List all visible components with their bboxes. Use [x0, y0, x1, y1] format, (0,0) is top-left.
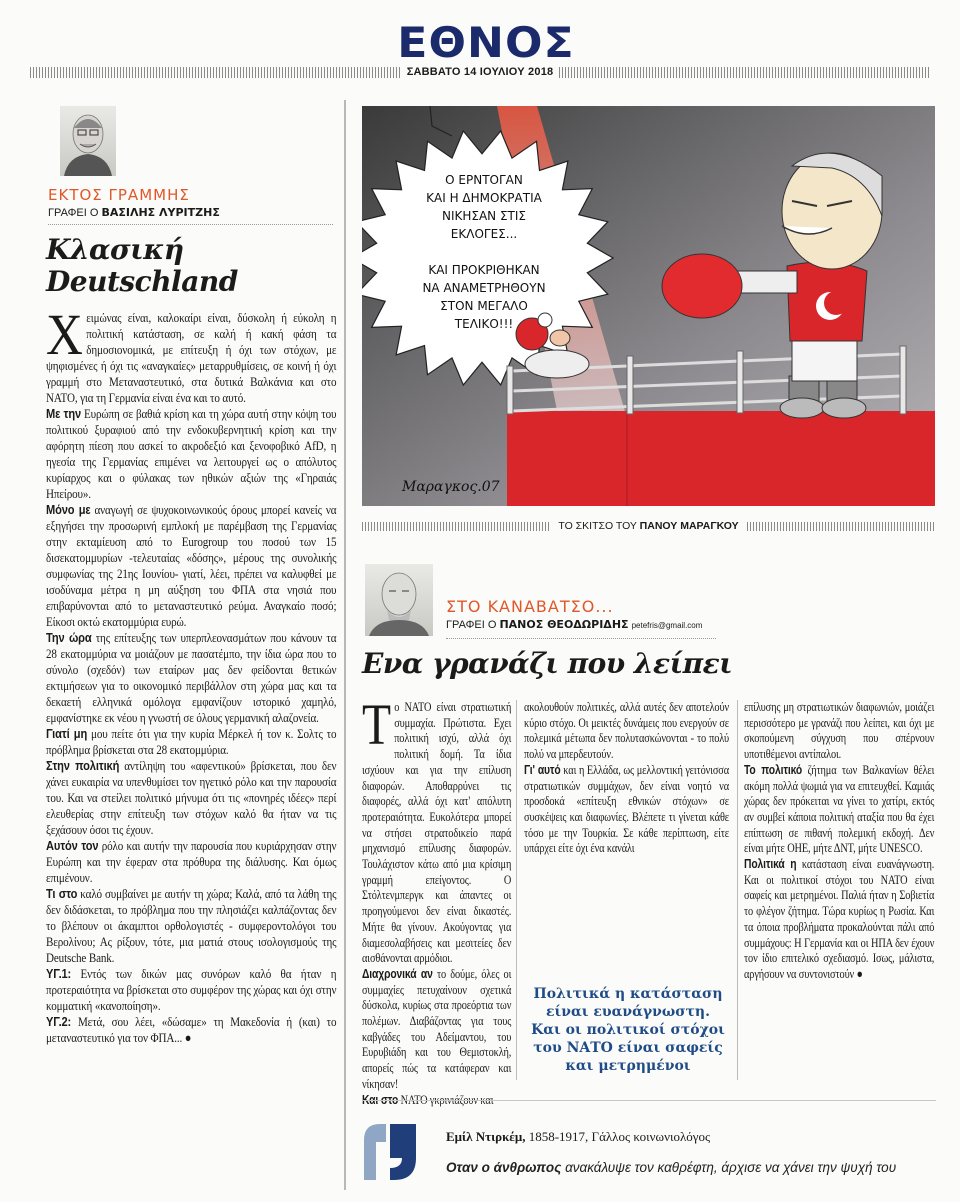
newspaper-logo: ΕΘΝΟΣ	[397, 18, 575, 67]
quote-body: ανακάλυψε τον καθρέφτη, άρχισε να χάνει την ψυχή του	[561, 1160, 897, 1175]
paragraph	[46, 1014, 336, 1046]
author-email[interactable]: petefris@gmail.com	[631, 621, 703, 630]
paragraph	[46, 886, 336, 966]
author-portrait-icon	[365, 564, 433, 636]
bubble-text-line: ΝΑ ΑΝΑΜΕΤΡΗΘΟΥΝ	[422, 281, 546, 295]
bubble-text-line: Ο ΕΡΝΤΟΓΑΝ	[445, 173, 523, 187]
drop-cap: Χ	[46, 302, 83, 367]
paragraph	[46, 838, 336, 886]
paragraph-lead: ΥΓ.2:	[46, 1015, 72, 1029]
barcode-rule	[30, 67, 401, 78]
author-portrait-icon	[60, 106, 116, 176]
paragraph	[524, 700, 729, 763]
barcode-rule	[559, 67, 930, 78]
article-body	[46, 302, 337, 1046]
article-title: Ενα γρανάζι που λείπει	[362, 647, 733, 680]
article-column-2	[524, 700, 729, 857]
quote-author-info: 1858-1917, Γάλλος κοινωνιολόγος	[525, 1129, 711, 1144]
quote-author	[446, 1129, 710, 1145]
barcode-rule	[362, 522, 550, 531]
paragraph-text: ρόλο και αυτήν την παρουσία που κυριάρχησαν στην Ευρώπη και την έφεραν στα πρόθυρα της διάλυσης. Και όμως επιμένουν.	[46, 839, 337, 885]
article-column-1	[362, 692, 512, 1108]
byline-prefix: ΓΡΑΦΕΙ Ο	[446, 619, 497, 631]
paragraph-lead: Με την	[46, 407, 81, 421]
quote-text	[446, 1160, 896, 1175]
paragraph	[744, 857, 934, 983]
paragraph-text: κατάσταση είναι ευανάγνωστη. Και οι πολιτικοί στόχοι του ΝΑΤΟ είναι σαφείς και μετρημένοι. Παλιά ήταν η Σοβιετία το φλέγον ζήτημα. Τώρα κυρίως η Ρωσία. Και τα όποια προβλήματα προκαλούνται πάλι από συμμάχους: Η Γερμανία και οι ΗΠΑ δεν έχουν τον ίδιο επιτελικό σχεδιασμό. Ισως, μάλιστα, αργήσουν να συντονιστούν ●	[744, 857, 935, 981]
paragraph-lead: Τι στο	[46, 887, 78, 901]
title-line: Κλασική	[46, 233, 184, 266]
ring-platform	[507, 411, 935, 506]
paragraph-lead: Και στο	[362, 1092, 399, 1107]
paragraph-text: Μετά, σου λέει, «δώσαμε» τη Μακεδονία ή (και) το μεταναστευτικό για τον ΦΠΑ... ●	[46, 1015, 337, 1045]
column-divider	[737, 700, 738, 1080]
pull-quote: Πολιτικά η κατάσταση είναι ευανάγνωστη. Και οι πολιτικοί στόχοι του ΝΑΤΟ είναι σαφείς και μετρημένοι	[531, 986, 725, 1074]
paragraph	[46, 302, 337, 405]
cartoon-illustration	[362, 106, 935, 506]
quote-author-name: Εμίλ Ντιρκέμ,	[446, 1129, 526, 1144]
paragraph-text: της επίτευξης των υπερπλεονασμάτων που κάνουν τα 28 εκατομμύρια να μοιάζουν με πασατέμπο, την ίδια ώρα που το σύνολο (σχεδόν) των εταίρων μας δεν φείδονται θετικών εκτιμήσεων για το οικονομικό περιβάλλον στη χώρα μας και τα δεκαετή ελληνικά ομόλογα εμφανίζουν ιστορικό χαμηλό, εμφανίστηκε εκ νέου η γνωστή σε όλους γερμανική αλαζονεία.	[46, 631, 337, 725]
article-title	[46, 234, 336, 298]
byline	[446, 618, 702, 631]
bubble-text-line: ΤΕΛΙΚΟ!!!	[454, 317, 514, 331]
author-photo	[365, 564, 433, 636]
paragraph-text: καλό συμβαίνει με αυτήν τη χώρα; Καλά, από τα λάθη της δεν διδάσκεται, το πρόβλημα που την πλησιάζει καλπάζοντας δεν το βλέπουν οι άκαμπτοι ορθολογιστές - συμφεροντολόγοι του Βερολίνου; Ας ρίξουν, τότε, μια ματιά στους ισολογισμούς της Deutsche Bank.	[46, 887, 337, 965]
paragraph-lead: Διαχρονικά αν	[362, 966, 433, 981]
paragraph-text: αντίληψη του «αφεντικού» βρίσκεται, που δεν χάνει ευκαιρία να υπενθυμίσει τον ηγετικό ρόλο και την παρουσία του. Και να στείλει πολιτικό μήνυμα ότι τις «πονηρές ιδέες» περί ελευθερίας στην επίτευξη των στόχων καλό θα ήταν να τις ξεχάσουν όσοι τις έχουν.	[46, 759, 337, 837]
paragraph	[524, 763, 729, 857]
column-divider	[516, 700, 517, 1080]
byline	[48, 206, 220, 219]
title-line: Deutschland	[46, 265, 238, 298]
paragraph	[46, 726, 336, 758]
barcode-rule	[747, 522, 935, 531]
author-name: ΒΑΣΙΛΗΣ ΛΥΡΙΤΖΗΣ	[101, 206, 220, 219]
dotted-rule	[48, 224, 333, 225]
column-kicker: ΕΚΤΟΣ ΓΡΑΜΜΗΣ	[48, 186, 190, 204]
column-divider	[344, 100, 346, 1190]
paragraph-lead: ΥΓ.1:	[46, 967, 72, 981]
article-column-3	[744, 700, 934, 983]
paragraph	[46, 758, 336, 838]
paragraph	[46, 406, 336, 502]
paragraph-text: Εντός των δικών μας συνόρων καλό θα ήταν η προτεραιότητα να βρίσκεται στο συμφέρον της χώρας και όχι στην κομματική «κανοποίηση».	[46, 967, 337, 1013]
author-photo	[60, 106, 116, 176]
paragraph	[362, 967, 511, 1093]
bubble-text-line: ΝΙΚΗΣΑΝ ΣΤΙΣ	[441, 209, 527, 223]
bubble-text-line: ΣΤΟΝ ΜΕΓΑΛΟ	[440, 299, 528, 313]
bubble-text-line: ΚΑΙ Η ΔΗΜΟΚΡΑΤΙΑ	[426, 191, 542, 205]
caption-prefix: ΤΟ ΣΚΙΤΣΟ ΤΟΥ	[558, 520, 637, 532]
paragraph-text: αναγωγή σε ψυχοκοινωνικούς όρους μπορεί κανείς να εξηγήσει την προσωρινή εμπλοκή με παρέμβαση της Γερμανίας στην εκταμίευση από το Eurogroup του ποσού των 15 δισεκατομμυρίων -τελευταίας «δόσης», μέρους της συνολικής συμφωνίας της 21ης Ιουνίου- γιατί, λέει, πρέπει να καλυφθεί με ισοδύναμα μέτρα η μη αύξηση του ΦΠΑ στα νησιά που επιβαρύνονται από το μεταναστευτικό ρεύμα. Αναγκαίο ποσό; Είκοσι οκτώ εκατομμύρια ευρώ.	[46, 503, 337, 629]
paragraph	[46, 966, 336, 1014]
column-kicker: ΣΤΟ ΚΑΝΑΒΑΤΣΟ...	[446, 597, 614, 616]
paragraph-text: και η Ελλάδα, ως μελλοντική γειτόνισσα στρατιωτικών συμμάχων, δεν είναι νοητό να προσδοκά «επίτευξη εθνικών στόχων» σε συσκέψεις και διαφωνίες. Βλέπετε τι γίνεται κάθε τόσο με την Τουρκία. Σε κάθε περίπτωση, είτε υπάρχει είτε όχι ένα κανάλι	[524, 762, 729, 856]
paragraph	[46, 502, 336, 630]
paragraph-lead: Το πολιτικό	[744, 762, 803, 777]
issue-date: ΣΑΒΒΑΤΟ 14 ΙΟΥΛΙΟΥ 2018	[406, 66, 554, 78]
paragraph-text: ακολουθούν πολιτικές, αλλά αυτές δεν αποτελούν κύριο στόχο. Οι μεικτές δυνάμεις που ενεργούν σε πολεμικά μέτωπα δεν πολυτασκώνονται - το πολύ πολύ να μπερδευτούν.	[524, 700, 729, 762]
paragraph-lead: Στην πολιτική	[46, 759, 120, 773]
paragraph-lead: Μόνο με	[46, 503, 91, 517]
paragraph	[744, 700, 934, 763]
quote-lead: Οταν ο άνθρωπος	[446, 1160, 562, 1175]
quote-mark-icon	[364, 1122, 416, 1182]
byline-prefix: ΓΡΑΦΕΙ Ο	[48, 207, 99, 219]
paragraph	[744, 763, 934, 857]
paragraph-lead: Πολιτικά η	[744, 857, 797, 872]
bubble-text-line: ΕΚΛΟΓΕΣ...	[450, 227, 518, 241]
paragraph-text: Ευρώπη σε βαθιά κρίση και τη χώρα αυτή στην κόψη του πολιτικού ξυραφιού από την ενδοκυβερνητική κρίση και την αφόρητη πίεση που ασκεί το ακροδεξιό και ξενοφοβικό AfD, η ηγεσία της Γερμανίας επιμένει να λειτουργεί ως ο απόλυτος κυρίαρχος και ο φύλακας των ηθικών αξιών της «Γηραιάς Ηπείρου».	[46, 407, 337, 501]
author-name: ΠΑΝΟΣ ΘΕΟΔΩΡΙΔΗΣ	[499, 618, 629, 631]
caption-author: ΠΑΝΟΥ ΜΑΡΑΓΚΟΥ	[639, 520, 739, 532]
paragraph-text: ειμώνας είναι, καλοκαίρι είναι, δύσκολη ή εύκολη η πολιτική κατάσταση, σε καλή ή κακή φάση τα δημοσιονομικά, με επίτευξη ή όχι των στόχων, με ψηφισμένες ή όχι τις «αναγκαίες» μεταρρυθμίσεις, σε κοινή ή όχι γραμμή στο Μεταναστευτικό, στα δυτικά Βαλκάνια και στο ΝΑΤΟ, για τη Γερμανία είναι ένα και το αυτό.	[46, 311, 337, 405]
date-bar	[30, 66, 930, 78]
cartoonist-signature: Μαραγκος.07	[402, 479, 500, 495]
cartoon	[362, 106, 935, 506]
paragraph	[46, 630, 336, 726]
horizontal-rule	[362, 1100, 936, 1101]
paragraph-text: το δούμε, όλες οι συμμαχίες πετυχαίνουν σχετικά δύσκολα, κυρίως στα προεόρτια των πολέμων. Διαβάζοντας για τους καβγάδες του Αδείμαντου, του Ευρυβιάδη και του Θεμιστοκλή, απορείς πώς τα κατάφεραν και νίκησαν!	[362, 966, 512, 1091]
paragraph-lead: Την ώρα	[46, 631, 92, 645]
paragraph-lead: Γι' αυτό	[524, 762, 561, 777]
paragraph-text: μου πείτε ότι για την κυρία Μέρκελ ή τον κ. Σολτς το πρόβλημα βρίσκεται στα 28 εκατομμύρια.	[46, 727, 337, 757]
paragraph-text: ΝΑΤΟ γκρινιάζουν και	[398, 1092, 494, 1107]
paragraph-lead: Αυτόν τον	[46, 839, 99, 853]
dotted-rule	[446, 638, 716, 639]
paragraph-lead: Γιατί μη	[46, 727, 88, 741]
cartoon-caption	[362, 520, 935, 532]
paragraph-text: ο ΝΑΤΟ είναι στρατιωτική συμμαχία. Πρώτιστα. Εχει πολιτική ισχύ, αλλά όχι πολιτική δομή. Τα ίδια ισχύουν και για την επίλυση διαφορών. Αποθαρρύνει τις διαφορές, αλλά όχι κατ' απόλυτη προτεραιότητα. Ευκολότερα μπορεί να στήσει στρατοδικείο παρά μηχανισμό επίλυσης διαφορών. Τουλάχιστον κάτω από μια κρίσιμη γραμμή επείγοντος. Ο Στόλτενμπεργκ και άπαντες οι προηγούμενοι δεν είναι δικαστές. Μήτε θα γίνουν. Ακούγοντας για διαμεσολαβήσεις και μεσιτείες δεν αισθάνονται αρμόδιοι.	[362, 700, 512, 966]
paragraph-text: επίλυσης μη στρατιωτικών διαφωνιών, μοιάζει περισσότερο με γρανάζι που λείπει, και όχι με σκοπούμενη σύγχυση που σπέρνουν υποτιθέμενοι αντίπαλοι.	[744, 700, 935, 762]
drop-cap: Τ	[362, 692, 391, 757]
paragraph-text: ζήτημα των Βαλκανίων θέλει ακόμη πολλά ψωμιά για να επιτευχθεί. Καμιάς χώρας δεν πρόκειται να γίνει το χατίρι, εκτός αν συμβεί κάποια πολιτική αταξία που θα έχει επίπτωση σε πιθανή πολεμική εκδοχή. Δεν είναι μήτε ΟΗΕ, μήτε ΔΝΤ, μήτε UNESCO.	[744, 762, 935, 856]
bubble-text-line: ΚΑΙ ΠΡΟΚΡΙΘΗΚΑΝ	[428, 263, 540, 277]
